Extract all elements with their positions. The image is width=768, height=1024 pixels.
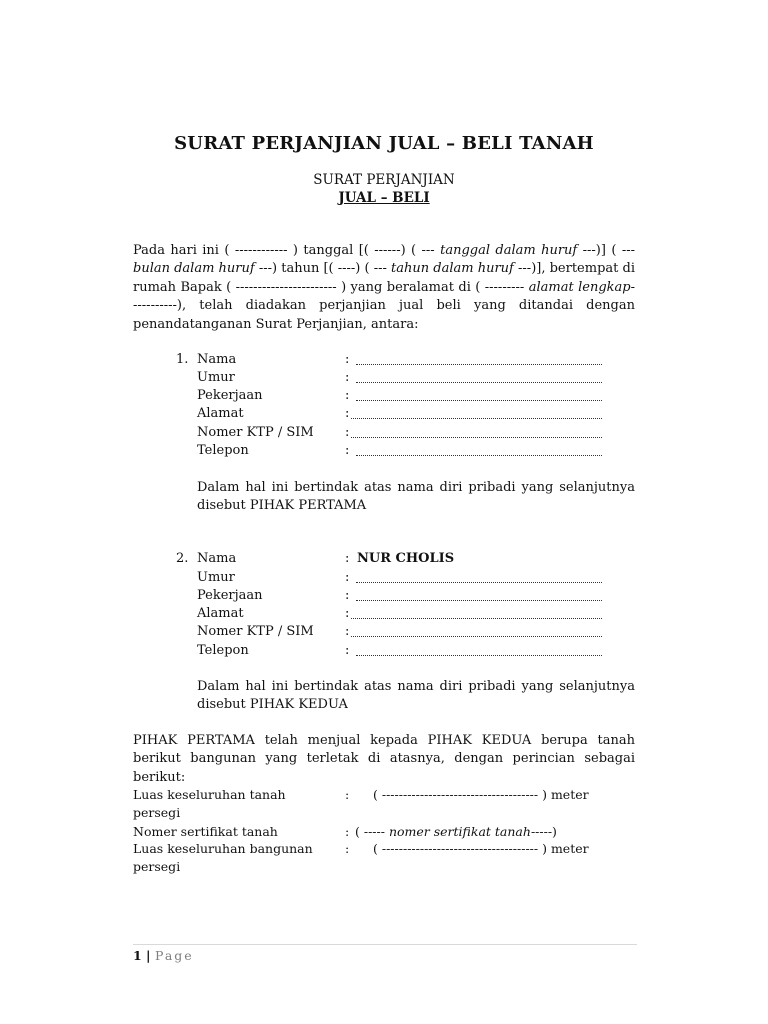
blank-line bbox=[351, 618, 602, 619]
field-colon: : bbox=[345, 406, 350, 421]
detail-value-post: -----) bbox=[530, 824, 557, 839]
party-1-row-telepon bbox=[0, 443, 768, 461]
blank-line bbox=[356, 600, 602, 601]
detail-label: Luas keseluruhan bangunan bbox=[133, 841, 313, 856]
party-2-number: 2. bbox=[176, 551, 189, 566]
field-colon: : bbox=[345, 352, 350, 367]
party-2-note: Dalam hal ini bertindak atas nama diri pribadi yang selanjutnya disebut PIHAK KEDUA bbox=[197, 679, 635, 713]
blank-line bbox=[351, 437, 602, 438]
party-1-row-alamat bbox=[0, 406, 768, 424]
blank-line bbox=[351, 636, 602, 637]
detail-value: ( ------------------------------------- ) meter bbox=[373, 787, 589, 802]
party-1-row-pekerjaan bbox=[0, 388, 768, 406]
blank-line bbox=[356, 400, 602, 401]
party-2-row-pekerjaan bbox=[0, 588, 768, 606]
field-colon: : bbox=[345, 443, 350, 458]
intro-italic-3: tahun dalam huruf bbox=[391, 261, 514, 277]
party-1-row-nama bbox=[0, 352, 768, 370]
intro-text-4: ---)], bertempat di rumah Bapak ( ----------------------- ) yang beralamat di ( --------- bbox=[133, 261, 635, 295]
intro-italic-2: bulan dalam huruf bbox=[133, 261, 255, 277]
party-2-row-telepon bbox=[0, 643, 768, 661]
footer-divider bbox=[133, 944, 637, 945]
detail-wrap: persegi bbox=[133, 859, 181, 874]
field-label: Nama bbox=[197, 352, 237, 367]
blank-line bbox=[356, 455, 602, 456]
intro-text-1: Pada hari ini ( ------------ ) tanggal [( ------) ( --- bbox=[133, 243, 441, 258]
field-label: Nama bbox=[197, 551, 237, 566]
field-label: Pekerjaan bbox=[197, 588, 263, 603]
detail-colon: : bbox=[345, 787, 350, 802]
field-label: Umur bbox=[197, 570, 235, 585]
page-label: Page bbox=[154, 948, 194, 963]
party-1-note: Dalam hal ini bertindak atas nama diri pribadi yang selanjutnya disebut PIHAK PERTAMA bbox=[197, 480, 635, 514]
detail-value bbox=[355, 824, 557, 839]
blank-line bbox=[356, 364, 602, 365]
detail-colon: : bbox=[345, 824, 350, 839]
blank-line bbox=[356, 655, 602, 656]
party-2-name-value: NUR CHOLIS bbox=[357, 551, 455, 566]
party-2-row-alamat bbox=[0, 606, 768, 624]
field-colon: : bbox=[345, 570, 350, 585]
statement-paragraph: PIHAK PERTAMA telah menjual kepada PIHAK KEDUA berupa tanah berikut bangunan yang terletak di atasnya, dengan perincian sebagai berikut: bbox=[133, 733, 635, 785]
field-label: Pekerjaan bbox=[197, 388, 263, 403]
field-label: Alamat bbox=[197, 406, 244, 421]
field-label: Telepon bbox=[197, 643, 249, 658]
field-colon: : bbox=[345, 588, 350, 603]
party-1-number: 1. bbox=[176, 352, 189, 367]
field-label: Nomer KTP / SIM bbox=[197, 624, 314, 639]
detail-value: ( ------------------------------------- ) meter bbox=[373, 841, 589, 856]
page-separator: | bbox=[141, 948, 155, 963]
field-colon: : bbox=[345, 388, 350, 403]
field-label: Umur bbox=[197, 370, 235, 385]
field-colon: : bbox=[345, 551, 350, 566]
page-footer bbox=[133, 948, 194, 963]
intro-italic-4: alamat lengkap bbox=[528, 279, 631, 295]
intro-text-2: ---)] ( --- bbox=[577, 243, 635, 258]
subtitle-line-2: JUAL – BELI bbox=[338, 190, 430, 206]
detail-wrap: persegi bbox=[133, 805, 181, 820]
field-colon: : bbox=[345, 606, 350, 621]
detail-value-pre: ( ----- bbox=[355, 824, 389, 839]
detail-colon: : bbox=[345, 841, 350, 856]
party-1-row-umur bbox=[0, 370, 768, 388]
field-label: Telepon bbox=[197, 443, 249, 458]
detail-label: Nomer sertifikat tanah bbox=[133, 824, 278, 839]
field-colon: : bbox=[345, 643, 350, 658]
party-2-row-umur bbox=[0, 570, 768, 588]
field-colon: : bbox=[345, 370, 350, 385]
intro-text-3: ---) tahun [( ----) ( --- bbox=[254, 261, 392, 277]
subtitle-line-1: SURAT PERJANJIAN bbox=[313, 172, 455, 188]
page-number: 1 bbox=[133, 948, 142, 963]
party-2-row-ktp bbox=[0, 624, 768, 642]
field-colon: : bbox=[345, 624, 350, 639]
party-1-row-ktp bbox=[0, 425, 768, 443]
intro-text-5: -----------), telah diadakan perjanjian jual beli yang ditandai dengan penandatanganan Surat Perjanjian, antara: bbox=[133, 279, 635, 332]
intro-italic-1: tanggal dalam huruf bbox=[440, 243, 578, 258]
detail-label: Luas keseluruhan tanah bbox=[133, 787, 286, 802]
field-label: Alamat bbox=[197, 606, 244, 621]
detail-value-italic: nomer sertifikat tanah bbox=[388, 824, 531, 839]
field-colon: : bbox=[345, 425, 350, 440]
blank-line bbox=[356, 582, 602, 583]
party-2-row-nama bbox=[0, 551, 768, 569]
intro-paragraph bbox=[133, 242, 635, 334]
field-label: Nomer KTP / SIM bbox=[197, 425, 314, 440]
document-title: SURAT PERJANJIAN JUAL – BELI TANAH bbox=[174, 133, 594, 154]
blank-line bbox=[356, 382, 602, 383]
blank-line bbox=[351, 418, 602, 419]
